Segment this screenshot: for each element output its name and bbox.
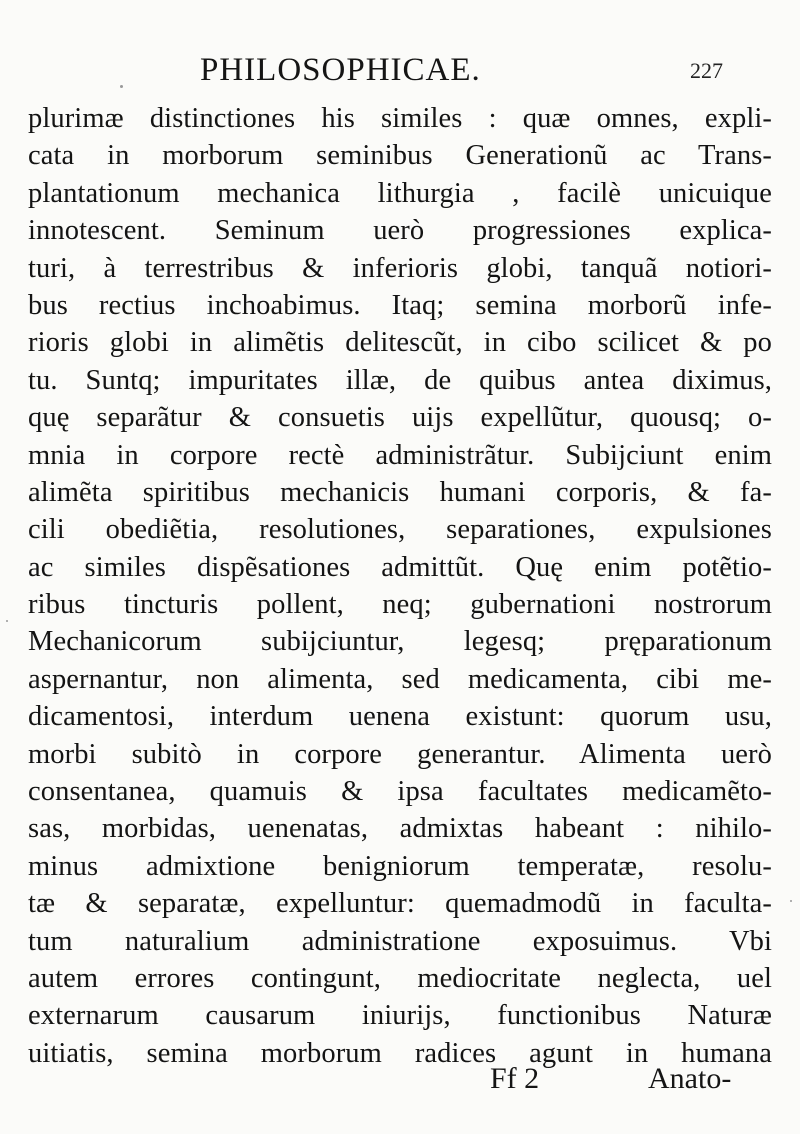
text-line: cili obediẽtia, resolutiones, separationes, expulsiones [28, 514, 772, 546]
text-line: tu. Suntq; impuritates illæ, de quibus antea diximus, [28, 364, 772, 396]
text-line: externarum causarum iniurijs, functionibus Naturæ [28, 1000, 772, 1032]
text-line: alimẽta spiritibus mechanicis humani corporis, & fa- [28, 476, 772, 508]
text-line: dicamentosi, interdum uenena existunt: quorum usu, [28, 701, 772, 733]
text-line: rioris globi in alimẽtis delitescũt, in cibo scilicet & po [28, 327, 772, 359]
body-text [28, 100, 772, 1072]
text-line: morbi subitò in corpore generantur. Alimenta uerò [28, 738, 772, 770]
text-line: minus admixtione benigniorum temperatæ, resolu- [28, 850, 772, 882]
text-line: aspernantur, non alimenta, sed medicamenta, cibi me- [28, 663, 772, 695]
text-line: cata in morborum seminibus Generationũ ac Trans- [28, 140, 772, 172]
text-line: Mechanicorum subijciuntur, legesq; pręparationum [28, 626, 772, 658]
text-line: plantationum mechanica lithurgia , facilè unicuique [28, 177, 772, 209]
text-line: plurimæ distinctiones his similes : quæ omnes, expli- [28, 103, 772, 134]
text-line: ribus tincturis pollent, neq; gubernationi nostrorum [28, 589, 772, 621]
text-line: uitiatis, semina morborum radices agunt in humana [28, 1037, 772, 1069]
page-number: 227 [690, 58, 723, 83]
page-title: PHILOSOPHICAE. [200, 52, 481, 88]
text-line: quę separãtur & consuetis uijs expellũtur, quousq; o- [28, 402, 772, 434]
text-line: tæ & separatæ, expelluntur: quemadmodũ in faculta- [28, 888, 772, 920]
text-line: sas, morbidas, uenenatas, admixtas habeant : nihilo- [28, 813, 772, 845]
text-line: mnia in corpore rectè administrãtur. Subijciunt enim [28, 439, 772, 471]
catchword: Anato- [648, 1062, 732, 1095]
page-footer [0, 1062, 800, 1102]
text-line: consentanea, quamuis & ipsa facultates medicamẽto- [28, 776, 772, 808]
text-line: turi, à terrestribus & inferioris globi, tanquã notiori- [28, 252, 772, 284]
text-line: bus rectius inchoabimus. Itaq; semina morborũ infe- [28, 289, 772, 321]
text-line: innotescent. Seminum uerò progressiones explica- [28, 215, 772, 247]
ink-speck [6, 620, 8, 622]
ink-speck [790, 900, 792, 902]
text-line: autem errores contingunt, mediocritate neglecta, uel [28, 962, 772, 994]
signature-mark: Ff 2 [490, 1062, 540, 1095]
text-line: tum naturalium administratione exposuimus. Vbi [28, 925, 772, 957]
ink-speck [120, 85, 123, 88]
text-line: ac similes dispẽsationes admittũt. Quę enim potẽtio- [28, 551, 772, 583]
